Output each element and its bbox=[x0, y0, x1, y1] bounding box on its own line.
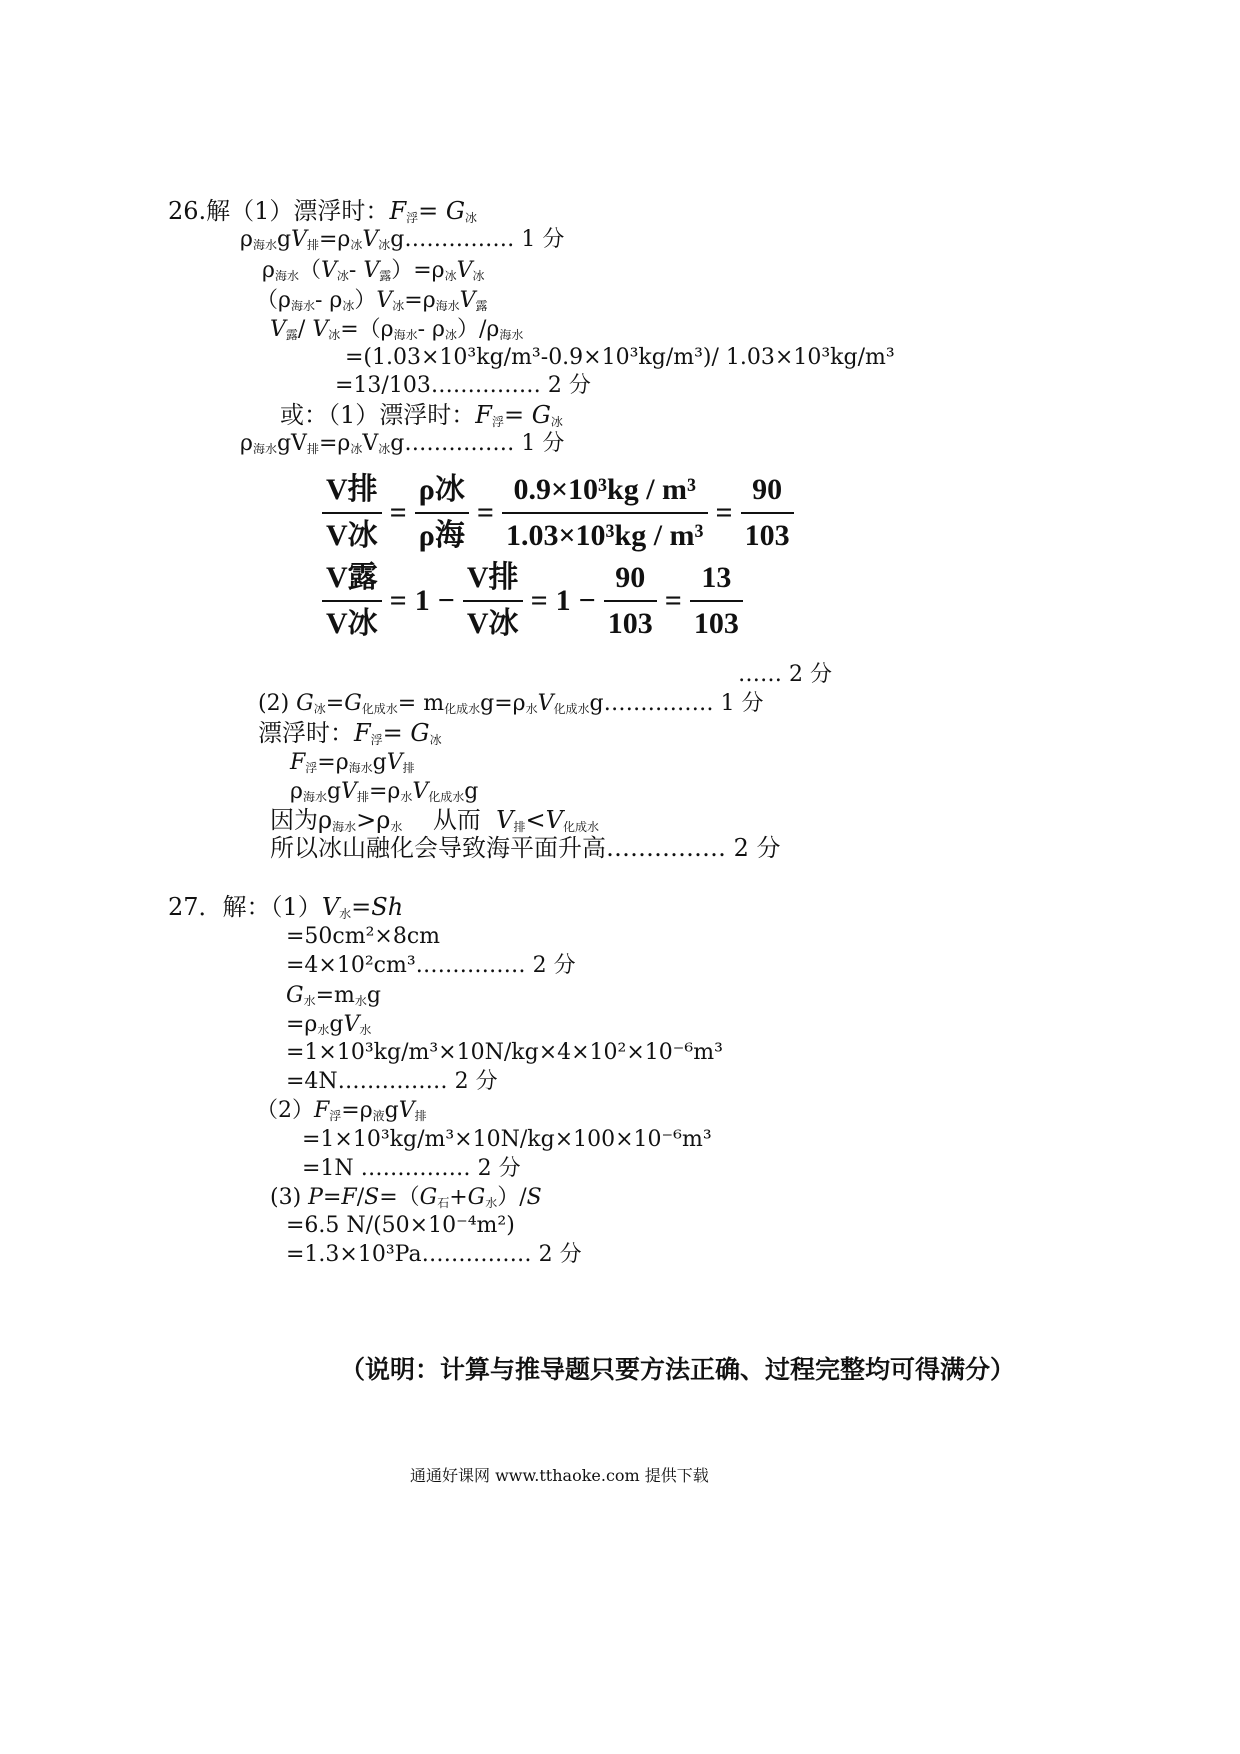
q27-title: 27．解：$(1)V_水=Sh$ bbox=[168, 893, 404, 921]
q26-eq-score: …… 2 分 bbox=[738, 662, 832, 687]
q26-part2-line-4: $\rho_{海水}gV_排=\rho_水V_{化成水}g$ bbox=[290, 779, 479, 804]
q26-line-4: （$\rho_{海水}-$ $\rho_冰)V_冰=\rho_{海水}V_露$ bbox=[256, 288, 488, 313]
q26-title: 26.解（1）漂浮时：$F_浮= G_冰$ bbox=[168, 197, 478, 225]
q26-line-2: $\rho_{海水}gV_排=\rho_冰V_冰g\dots\dots\dots\dots\dots$ 1 分 bbox=[240, 227, 565, 252]
q27-part2-line-3: =1N …………… 2 分 bbox=[302, 1156, 521, 1181]
q26-alt-title: 或：（1）漂浮时：$F_浮= G_冰$ bbox=[280, 401, 563, 429]
q27-line-5: $=\rho_水gV_水$ bbox=[286, 1012, 372, 1037]
fraction: $\frac{\text{ρ冰}}{\text{ρ海}}$ bbox=[415, 470, 469, 556]
q27-line-6: =1×10³kg/m³×10N/kg×4×10²×10⁻⁶m³ bbox=[286, 1040, 723, 1065]
q26-line-7: =13/103…………… 2 分 bbox=[335, 373, 591, 398]
q26-line-3: $\rho_{海水}(V_冰-$ $V_露)=\rho_冰V_冰$ bbox=[262, 258, 485, 283]
q27-part3-line-1: (3) $P=F/S=(G_石+G_水)/S$ bbox=[270, 1185, 542, 1210]
q27-line-7: =4N…………… 2 分 bbox=[286, 1069, 498, 1094]
fraction: $\frac{13}{103}$ bbox=[690, 558, 743, 644]
q26-part2-line-1: (2) $G_冰=G_{化成水}=$ $m_{化成水}g=\rho_水V_{化成水}g\dots\dots\dots\dots\dots$ 1 分 bbox=[258, 691, 764, 716]
q27-part2-line-2: =1×10³kg/m³×10N/kg×100×10⁻⁶m³ bbox=[302, 1127, 712, 1152]
score: …………… 1 分 bbox=[603, 691, 764, 716]
fraction: $\frac{\text{V露}}{\text{V冰}}$ bbox=[322, 558, 382, 644]
q26-part2-because: 因为$\rho_{海水}>\rho_水$ 从而 $V_排<V_{化成水}$ bbox=[270, 806, 599, 834]
q27-line-2: =50cm²×8cm bbox=[286, 924, 441, 949]
footer-source: 通通好课网 www.tthaoke.com 提供下载 bbox=[410, 1466, 709, 1485]
fraction: $\frac{\text{0.9×10³kg / m³}}{\text{1.03×10³kg / m³}}$ bbox=[502, 470, 708, 556]
q26-part2-line-3: $F_浮=\rho_{海水}gV_排$ bbox=[290, 750, 415, 775]
score: …………… 1 分 bbox=[404, 431, 565, 456]
q27-part3-line-2: =6.5 N/(50×10⁻⁴m²) bbox=[286, 1213, 515, 1238]
q27-part3-line-3: =1.3×10³Pa…………… 2 分 bbox=[286, 1242, 582, 1267]
fraction: $\frac{\text{V排}}{\text{V冰}}$ bbox=[463, 558, 523, 644]
q27-line-4: $G_水=m_水g$ bbox=[286, 983, 381, 1008]
q26-alt-line-2: $\rho_{海水}gV_排=\rho_冰V_冰g\dots\dots\dots\dots\dots$ 1 分 bbox=[240, 431, 565, 456]
fraction: $\frac{90}{103}$ bbox=[741, 470, 794, 556]
q27-line-3: =4×10²cm³…………… 2 分 bbox=[286, 953, 576, 978]
equation-ratio-1: $\frac{\text{V排}}{\text{V冰}}$ = $\frac{\text{ρ冰}}{\text{ρ海}}$ = $\frac{\text{0.9×10³kg / m³}}{\text{1.03×10³kg / m³}}$ = $\frac{90}{103}$ bbox=[318, 470, 798, 556]
q27-part2-line-1: $(2)F_浮=\rho_液gV_排$ bbox=[256, 1098, 427, 1123]
q26-line-6: =(1.03×10³kg/m³-0.9×10³kg/m³)/ 1.03×10³kg/m³ bbox=[345, 345, 895, 370]
equation-ratio-2: $\frac{\text{V露}}{\text{V冰}}$ = 1 − $\frac{\text{V排}}{\text{V冰}}$ = 1 − $\frac{90}{103}$ = $\frac{13}{103}$ bbox=[318, 558, 747, 644]
q26-line-5: $V_露/$ $V_冰=(\rho_{海水}-$ $\rho_冰)/\rho_{海水}$ bbox=[270, 317, 524, 342]
grading-note: （说明：计算与推导题只要方法正确、过程完整均可得满分） bbox=[340, 1355, 1016, 1384]
fraction: $\frac{\text{V排}}{\text{V冰}}$ bbox=[322, 470, 382, 556]
q26-conclusion: 所以冰山融化会导致海平面升高…………… 2 分 bbox=[270, 834, 781, 862]
q26-part2-float: 漂浮时：$F_浮= G_冰$ bbox=[258, 719, 442, 747]
score: …………… 1 分 bbox=[404, 227, 565, 252]
fraction: $\frac{90}{103}$ bbox=[604, 558, 657, 644]
